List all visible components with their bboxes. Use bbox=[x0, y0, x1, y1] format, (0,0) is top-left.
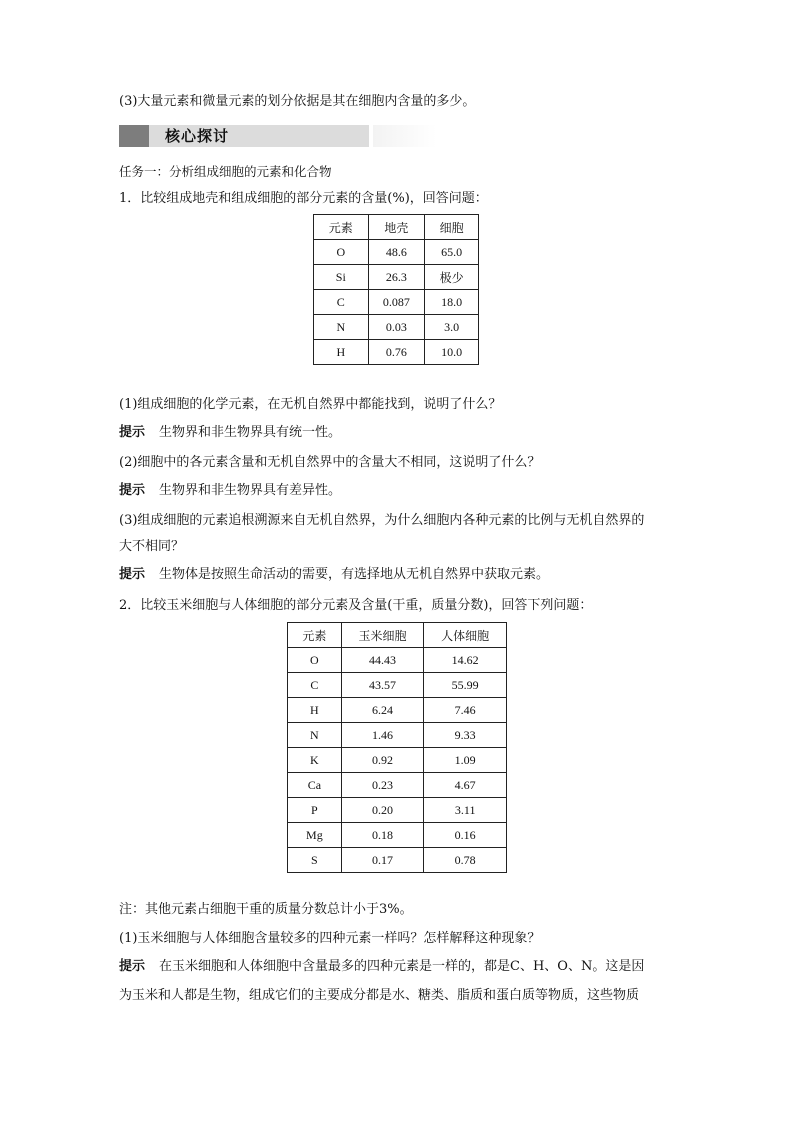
table-cell: 0.087 bbox=[368, 290, 425, 315]
question-1-intro: 1．比较组成地壳和组成细胞的部分元素的含量(%)，回答问题： bbox=[119, 191, 488, 206]
table-cell: C bbox=[314, 290, 369, 315]
answer-text: 生物界和非生物界具有差异性。 bbox=[159, 483, 342, 498]
question-1-sub-2: (2)细胞中的各元素含量和无机自然界中的含量大不相同，这说明了什么？ bbox=[119, 455, 541, 470]
table-row bbox=[288, 823, 507, 848]
table-cell: N bbox=[314, 315, 369, 340]
table-cell: 7.46 bbox=[424, 698, 507, 723]
table-cell: 0.78 bbox=[424, 848, 507, 873]
table-header-row bbox=[288, 623, 507, 648]
question-1-sub-1: (1)组成细胞的化学元素，在无机自然界中都能找到，说明了什么？ bbox=[119, 397, 502, 412]
table-header-row bbox=[314, 215, 479, 240]
table-cell: C bbox=[288, 673, 342, 698]
table-cell: 0.18 bbox=[341, 823, 424, 848]
corn-human-element-table bbox=[287, 622, 507, 873]
table-row bbox=[288, 698, 507, 723]
table-row bbox=[288, 648, 507, 673]
crust-cell-element-table bbox=[313, 214, 479, 365]
table-cell: 18.0 bbox=[425, 290, 479, 315]
table-row bbox=[288, 773, 507, 798]
header-cell: 元素 bbox=[314, 215, 369, 240]
table-row bbox=[288, 798, 507, 823]
answer-1-sub-2 bbox=[119, 482, 341, 500]
section-banner bbox=[119, 125, 437, 147]
table-cell: 14.62 bbox=[424, 648, 507, 673]
table-cell: 3.0 bbox=[425, 315, 479, 340]
table-cell: O bbox=[288, 648, 342, 673]
table-row bbox=[314, 340, 479, 365]
question-1-sub-3-line-1: (3)组成细胞的元素追根溯源来自无机自然界，为什么细胞内各种元素的比例与无机自然界的 bbox=[119, 513, 645, 528]
table-cell: 3.11 bbox=[424, 798, 507, 823]
table-cell: 6.24 bbox=[341, 698, 424, 723]
table-cell: H bbox=[314, 340, 369, 365]
section-title: 核心探讨 bbox=[165, 127, 230, 145]
table-cell: 0.23 bbox=[341, 773, 424, 798]
banner-separator bbox=[369, 125, 373, 147]
table-cell: 0.92 bbox=[341, 748, 424, 773]
table-cell: 1.09 bbox=[424, 748, 507, 773]
table-cell: 48.6 bbox=[368, 240, 425, 265]
header-cell: 人体细胞 bbox=[424, 623, 507, 648]
answer-1-sub-1 bbox=[119, 424, 341, 442]
table-cell: Mg bbox=[288, 823, 342, 848]
table-cell: S bbox=[288, 848, 342, 873]
table-cell: 0.20 bbox=[341, 798, 424, 823]
table-cell: K bbox=[288, 748, 342, 773]
answer-text: 在玉米细胞和人体细胞中含量最多的四种元素是一样的，都是C、H、O、N。这是因 bbox=[159, 959, 645, 974]
table-row bbox=[288, 748, 507, 773]
answer-text: 生物界和非生物界具有统一性。 bbox=[159, 425, 342, 440]
table-cell: 10.0 bbox=[425, 340, 479, 365]
tip-label: 提示 bbox=[119, 483, 146, 498]
table-cell: 44.43 bbox=[341, 648, 424, 673]
note: 注：其他元素占细胞干重的质量分数总计小于3%。 bbox=[119, 902, 413, 917]
header-cell: 地壳 bbox=[368, 215, 425, 240]
table-row bbox=[314, 315, 479, 340]
table-cell: 43.57 bbox=[341, 673, 424, 698]
answer-1-sub-3 bbox=[119, 566, 549, 584]
header-cell: 元素 bbox=[288, 623, 342, 648]
table-cell: 65.0 bbox=[425, 240, 479, 265]
table-row bbox=[314, 265, 479, 290]
table-cell: Ca bbox=[288, 773, 342, 798]
answer-text: 生物体是按照生命活动的需要，有选择地从无机自然界中获取元素。 bbox=[159, 567, 550, 582]
task-title: 任务一：分析组成细胞的元素和化合物 bbox=[119, 164, 332, 179]
table-row bbox=[288, 673, 507, 698]
table-cell: O bbox=[314, 240, 369, 265]
tip-label: 提示 bbox=[119, 567, 146, 582]
question-2-intro: 2．比较玉米细胞与人体细胞的部分元素及含量(干重，质量分数)，回答下列问题： bbox=[119, 598, 593, 613]
table-cell: 0.03 bbox=[368, 315, 425, 340]
table-cell: 0.16 bbox=[424, 823, 507, 848]
header-cell: 细胞 bbox=[425, 215, 479, 240]
table-cell: 9.33 bbox=[424, 723, 507, 748]
tip-label: 提示 bbox=[119, 425, 146, 440]
table-cell: 4.67 bbox=[424, 773, 507, 798]
question-2-sub-1: (1)玉米细胞与人体细胞含量较多的四种元素一样吗？怎样解释这种现象？ bbox=[119, 931, 541, 946]
table-cell: 极少 bbox=[425, 265, 479, 290]
table-row bbox=[314, 240, 479, 265]
table-cell: 26.3 bbox=[368, 265, 425, 290]
table-cell: 1.46 bbox=[341, 723, 424, 748]
table-row bbox=[288, 848, 507, 873]
table-cell: 0.17 bbox=[341, 848, 424, 873]
intro-line: (3)大量元素和微量元素的划分依据是其在细胞内含量的多少。 bbox=[119, 94, 476, 109]
question-1-sub-3-line-2: 大不相同？ bbox=[119, 539, 185, 554]
table-cell: 0.76 bbox=[368, 340, 425, 365]
table-cell: 55.99 bbox=[424, 673, 507, 698]
tip-label: 提示 bbox=[119, 959, 146, 974]
table-row bbox=[288, 723, 507, 748]
answer-2-sub-1-line-2: 为玉米和人都是生物，组成它们的主要成分都是水、糖类、脂质和蛋白质等物质，这些物质 bbox=[119, 988, 640, 1003]
table-cell: P bbox=[288, 798, 342, 823]
banner-dark-block bbox=[119, 125, 149, 147]
answer-2-sub-1-line-1 bbox=[119, 958, 644, 976]
table-cell: Si bbox=[314, 265, 369, 290]
header-cell: 玉米细胞 bbox=[341, 623, 424, 648]
table-row bbox=[314, 290, 479, 315]
table-cell: H bbox=[288, 698, 342, 723]
table-cell: N bbox=[288, 723, 342, 748]
